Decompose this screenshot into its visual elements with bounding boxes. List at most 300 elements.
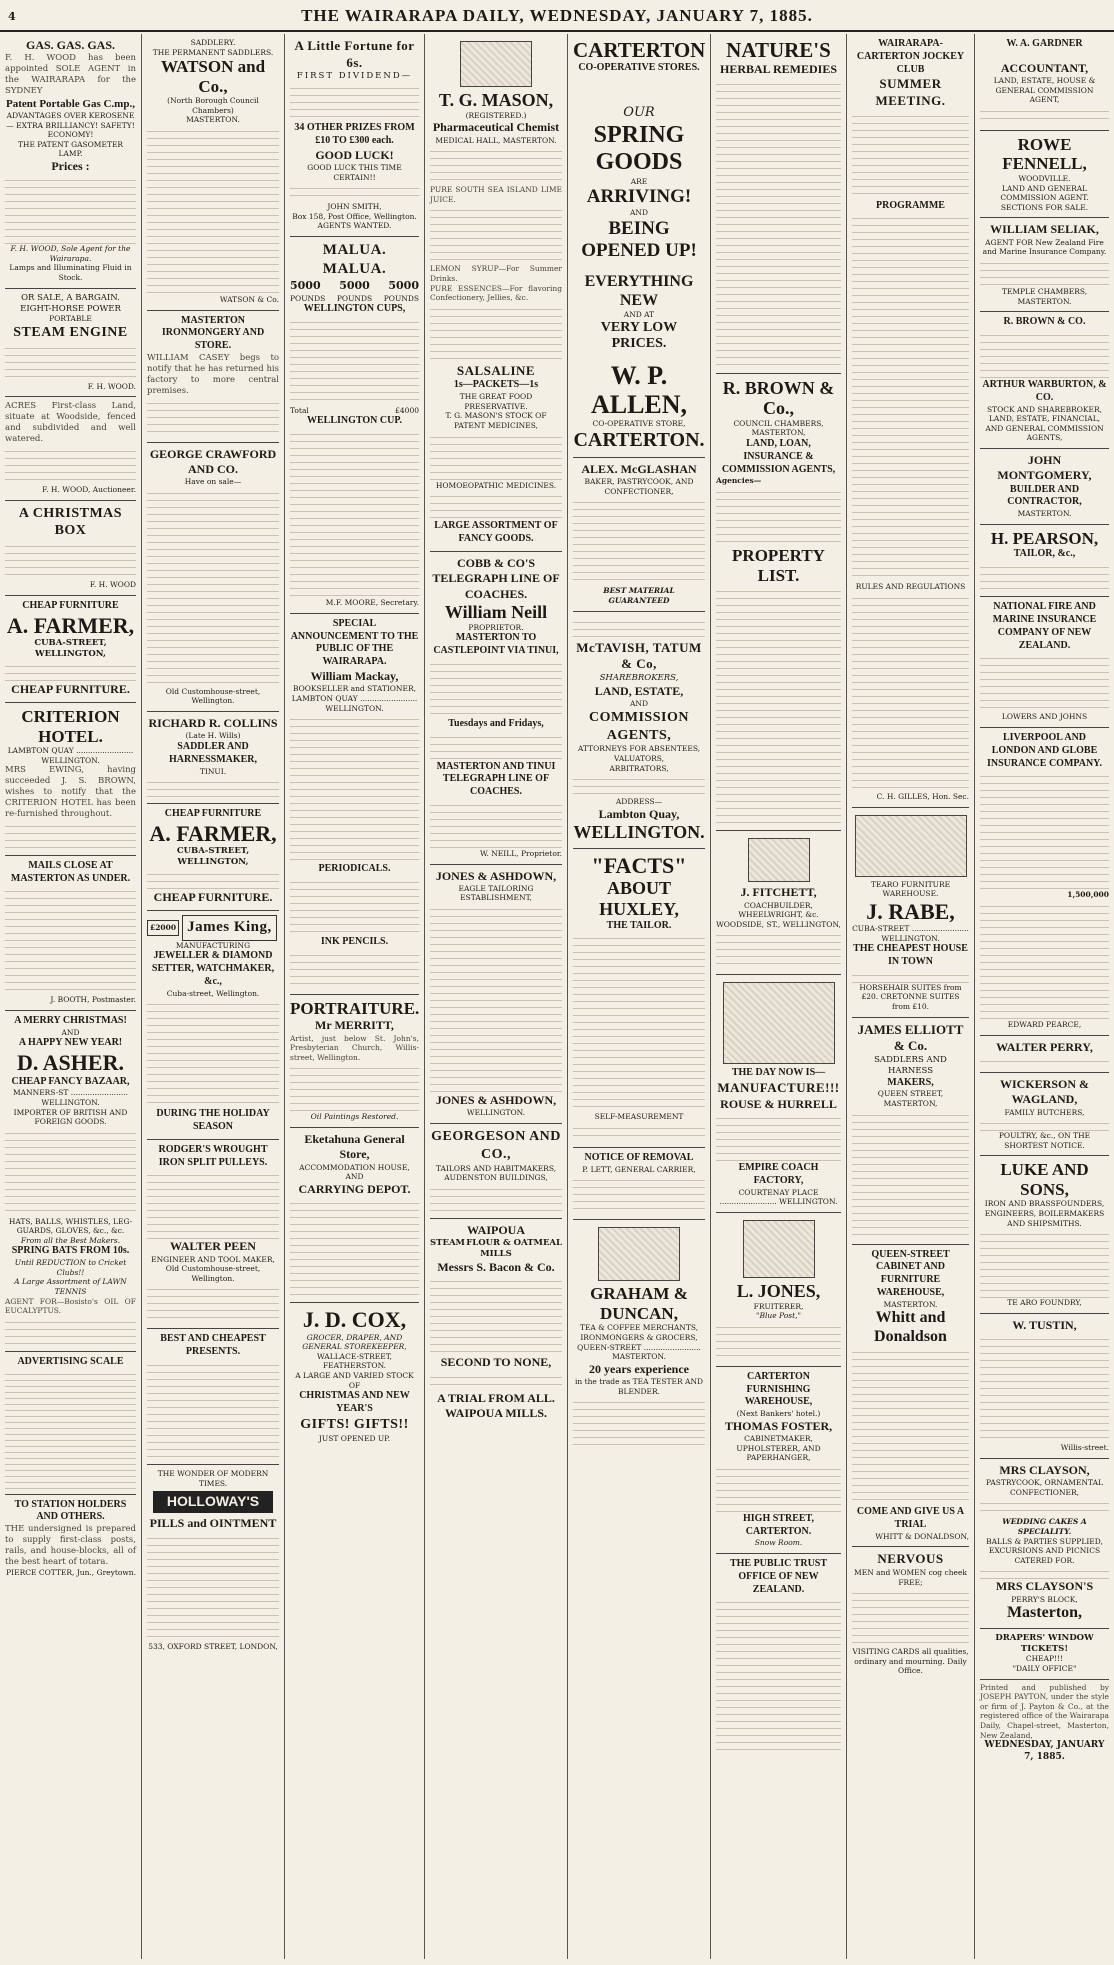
te-aro: TE ARO FOUNDRY,	[1007, 1298, 1082, 1308]
jones-sign: "Blue Post,"	[756, 1311, 801, 1321]
cheapest: THE CHEAPEST HOUSE IN TOWN	[853, 943, 968, 968]
xmas-heading: A CHRISTMAS BOX	[18, 505, 123, 539]
rouse-heading: ROUSE & HURRELL	[720, 1096, 837, 1111]
second-text	[430, 1371, 562, 1391]
cobb-heading: COBB & CO'S TELEGRAPH LINE OF COACHES.	[432, 555, 560, 601]
farmer2-name: A. FARMER,	[149, 820, 277, 846]
gardner-sub: ACCOUNTANT,	[1000, 60, 1089, 75]
eketahuna-heading: Eketahuna General Store,	[304, 1132, 405, 1162]
pearson-name: H. PEARSON,	[990, 528, 1099, 548]
clayson-ad	[980, 1459, 1109, 1629]
farmer-ad	[5, 596, 136, 703]
salsaline: SALSALINE	[456, 362, 536, 378]
elliott-makers: MAKERS,	[887, 1076, 934, 1088]
seliak-name: WILLIAM SELIAK,	[990, 222, 1099, 237]
rowe-ad	[980, 131, 1109, 218]
ink-text	[290, 949, 419, 989]
cox-opened: JUST OPENED UP.	[318, 1433, 391, 1443]
national-heading: NATIONAL FIRE AND MARINE INSURANCE COMPANY OF NEW ZEALAND.	[992, 601, 1097, 651]
mason-stock: T. G. MASON'S STOCK OF PATENT MEDICINES,	[445, 411, 547, 430]
warburton-name: ARTHUR WARBURTON, & CO.	[982, 378, 1107, 403]
pills-heading: PILLS and OINTMENT	[149, 1516, 277, 1531]
gardner-text	[980, 105, 1109, 125]
flour-label: FLOUR & OATMEAL	[466, 1238, 562, 1249]
oxford-street: 533, OXFORD STREET, LONDON,	[148, 1641, 278, 1651]
spring-heading: SPRING BATS FROM 10s.	[11, 1245, 130, 1257]
malua-heading: MALUA. MALUA.	[322, 242, 387, 278]
seliak-text	[980, 257, 1109, 287]
prices-heading: Prices :	[51, 158, 90, 173]
nervous-heading: NERVOUS	[877, 1551, 944, 1567]
queen-street: QUEEN-STREET ........................ MASTERTON.	[577, 1342, 701, 1362]
carterton-ad	[573, 34, 705, 458]
cox-gifts2: GIFTS! GIFTS!!	[300, 1416, 409, 1432]
good-luck-sub: GOOD LUCK THIS TIME CERTAIN!!	[307, 163, 402, 182]
ashdown-sign: JONES & ASHDOWN,	[435, 1093, 557, 1108]
date-line: WEDNESDAY, JANUARY 7, 1885.	[984, 1740, 1105, 1762]
brown-heading: R. BROWN & Co.,	[722, 377, 835, 419]
nervous-ad	[852, 1547, 969, 1681]
wickerson-heading: WICKERSON & WAGLAND,	[999, 1076, 1089, 1107]
malua-number: 5000	[290, 279, 321, 293]
merry-line2: AND	[61, 1027, 80, 1037]
asher-sub: CHEAP FANCY BAZAAR,	[11, 1075, 130, 1087]
periodicals-text	[290, 876, 419, 936]
measure-text	[573, 1122, 705, 1142]
criterion-body	[5, 820, 136, 850]
liverpool-ad	[980, 728, 1109, 1036]
gum-body	[5, 1316, 136, 1346]
periodicals-heading: PERIODICALS.	[318, 863, 391, 875]
pearson-text	[980, 561, 1109, 591]
furniture-icon	[855, 815, 967, 877]
waipoua-mills: WAIPOUA MILLS.	[444, 1406, 548, 1421]
malua-numbers	[290, 279, 419, 293]
criterion-heading: CRITERION HOTEL.	[21, 707, 120, 746]
lists-heading: BEST AND CHEAPEST PRESENTS.	[160, 1333, 266, 1358]
allen-place: CARTERTON.	[573, 428, 705, 451]
imprint	[980, 1680, 1109, 1764]
portrait-ad	[290, 995, 419, 1128]
elliott-place: QUEEN STREET, MASTERTON,	[877, 1089, 944, 1109]
merritt-text	[290, 1062, 419, 1112]
mortar-icon	[460, 41, 532, 87]
watson-place: MASTERTON.	[186, 115, 240, 125]
elliott-text	[852, 1109, 969, 1239]
asher-hats: HATS, BALLS, WHISTLES, LEG-GUARDS, GLOVES, &c., &c.	[8, 1216, 133, 1236]
printed: Printed and published by JOSEPH PAYTON, under the style or firm of J. Payton & Co., at the registered office of the Wairarapa Daily, Chapel-street, Masterton, New Zealand,	[980, 1682, 1109, 1740]
adv-scale-heading: ADVERTISING SCALE	[17, 1355, 124, 1367]
malua-units	[290, 294, 419, 304]
cobb-ad	[430, 552, 562, 865]
rabe-ad	[852, 808, 969, 1018]
large-assortment: LARGE ASSORTMENT OF FANCY GOODS.	[434, 520, 558, 544]
neill-sub: PROPRIETOR.	[468, 622, 524, 632]
criterion-text: MRS EWING, having succeeded J. S. BROWN, wishes to notify that the CRITERION HOTEL has been re-furnished throughout.	[5, 765, 136, 819]
watson-ad	[147, 34, 279, 311]
carrying-heading: CARRYING DEPOT.	[298, 1181, 411, 1196]
ashdown-ad	[430, 865, 562, 1125]
liverpool-text	[980, 770, 1109, 890]
waipoua-ad	[430, 1219, 562, 1427]
stations-heading: TO STATION HOLDERS AND OTHERS.	[14, 1498, 127, 1523]
ashdown-heading: JONES & ASHDOWN,	[435, 868, 557, 883]
neill-name: William Neill	[444, 601, 548, 622]
gas-sub: THE PATENT GASOMETER LAMP.	[17, 139, 124, 159]
wickerson-text	[980, 1117, 1109, 1131]
watson-name: WATSON and Co.,	[160, 57, 266, 96]
nervous-text	[852, 1587, 969, 1647]
merry-line1: A MERRY CHRISTMAS!	[14, 1015, 127, 1027]
excursions-text	[980, 1565, 1109, 1579]
coop-heading: CO-OPERATIVE STORES.	[578, 62, 700, 74]
property-text	[716, 585, 841, 825]
malua-unit: POUNDS	[336, 293, 373, 303]
brown2-text	[980, 329, 1109, 379]
fitchett-place: WOODSIDE, ST., WELLINGTON,	[716, 919, 841, 929]
public-heading: THE PUBLIC TRUST OFFICE OF NEW ZEALAND.	[729, 1558, 828, 1595]
montgomery-name: JOHN MONTGOMERY,	[997, 452, 1092, 483]
mcglashan-heading: ALEX. McGLASHAN	[581, 461, 697, 476]
luke-name: LUKE AND SONS,	[1000, 1160, 1089, 1199]
gas-contact: F. H. WOOD, Sole Agent for the Wairarapa.	[10, 244, 131, 263]
rabe-text	[852, 969, 969, 983]
elliott-sub: SADDLERS AND HARNESS	[874, 1054, 947, 1076]
column-3	[285, 34, 425, 1959]
jockey-ad	[852, 34, 969, 808]
our-label: OUR	[623, 104, 655, 120]
mason-registered: (REGISTERED.)	[465, 110, 527, 120]
removal-ad	[573, 1148, 705, 1220]
farmer-text	[5, 660, 136, 682]
route-more	[430, 731, 562, 761]
column-5	[568, 34, 711, 1959]
stations-text: THE undersigned is prepared to supply first-class posts, rails, and house-blocks, all of the best heart of totara.	[5, 1524, 136, 1567]
salsaline-tag: THE GREAT FOOD PRESERVATIVE.	[459, 392, 533, 411]
georgeson-place: AUDENSTON BUILDINGS,	[444, 1173, 548, 1183]
natures-ad	[716, 34, 841, 374]
casey-text: WILLIAM CASEY begs to notify that he has returned his factory to more central premises.	[147, 353, 279, 396]
best-material: BEST MATERIAL GUARANTEED	[603, 586, 675, 605]
graham-tail: in the trade as TEA TESTER AND BLENDER.	[574, 1377, 704, 1396]
attorneys: ATTORNEYS FOR ABSENTEES,	[577, 744, 701, 754]
lambton: Lambton Quay,	[598, 806, 680, 821]
tennis-text: A Large Assortment of LAWN TENNIS	[14, 1277, 127, 1297]
foster-text	[716, 1463, 841, 1513]
farmer-name: A. FARMER,	[6, 612, 135, 638]
mason-place: MEDICAL HALL, MASTERTON.	[435, 135, 557, 145]
casey-ad	[147, 311, 279, 443]
king-place: Cuba-street, Wellington.	[166, 988, 260, 998]
property-heading: PROPERTY LIST.	[732, 546, 825, 585]
farmer-sub: CHEAP FURNITURE	[22, 599, 119, 611]
facts-heading: "FACTS"	[591, 852, 687, 878]
column-2	[142, 34, 285, 1959]
asher-ad	[5, 1011, 136, 1352]
lists-text	[147, 1359, 279, 1459]
ashdown-sub: EAGLE TAILORING ESTABLISHMENT,	[458, 883, 534, 903]
stations-ad	[5, 1495, 136, 1583]
visiting-heading: VISITING CARDS all qualities, ordinary and mourning. Daily Office.	[852, 1647, 969, 1676]
holloway-ad	[147, 1465, 279, 1656]
salsaline-sub: 1s—PACKETS—1s	[453, 379, 539, 391]
balls: BALLS & PARTIES SUPPLIED,	[986, 1536, 1103, 1546]
wellington: WELLINGTON.	[573, 822, 705, 843]
agencies: Agencies—	[716, 476, 762, 486]
ink-heading: INK PENCILS.	[320, 936, 389, 947]
allen-name: W. P. ALLEN,	[590, 361, 688, 419]
adv-scale-text	[5, 1369, 136, 1489]
gas-text: F. H. WOOD has been appointed SOLE AGENT in the WAIRARAPA for the SYDNEY	[5, 53, 136, 96]
pearce-sign: EDWARD PEARCE,	[1007, 1019, 1082, 1029]
national-ad	[980, 597, 1109, 728]
clayson-sub: PASTRYCOOK, ORNAMENTAL CONFECTIONER,	[985, 1478, 1104, 1497]
rowe-sub: WOODVILLE.	[1018, 174, 1071, 184]
jones-ad	[716, 1213, 841, 1367]
crawford-sub: Have on sale—	[184, 477, 242, 487]
carterton-heading: CARTERTON	[573, 38, 706, 62]
engine-heading: STEAM ENGINE	[13, 324, 128, 340]
liverpool-amount: 1,500,000	[1067, 890, 1109, 900]
fitchett-heading: J. FITCHETT,	[740, 885, 817, 900]
arbitrators: ARBITRATORS,	[609, 763, 669, 773]
malua-number: 5000	[388, 279, 419, 293]
huxley-text	[573, 932, 705, 1112]
brown-trade: LAND, LOAN, INSURANCE & COMMISSION AGENTS,	[721, 438, 836, 475]
cox-stock: A LARGE AND VARIED STOCK OF	[295, 1371, 414, 1390]
holloway-text	[147, 1532, 279, 1642]
come-heading: COME AND GIVE US A TRIAL	[856, 1506, 965, 1531]
newspaper-title: THE WAIRARAPA DAILY, WEDNESDAY, JANUARY 7, 1885.	[301, 6, 813, 25]
waipoua-heading: WAIPOUA	[466, 1223, 525, 1238]
total-value: £4000	[395, 405, 419, 415]
manufacture: MANUFACTURE!!!	[717, 1080, 840, 1096]
waipoua-row	[430, 1238, 562, 1249]
huxley-sub: THE TAILOR.	[606, 919, 672, 931]
luck-text	[290, 182, 419, 202]
merritt-sub: Artist, just below St. John's, Presbyterian Church, Willis-street, Wellington.	[290, 1033, 419, 1062]
malua-cup: WELLINGTON CUPS,	[303, 303, 406, 315]
graham-ad	[573, 1220, 705, 1451]
mackay-ad	[290, 614, 419, 995]
special-heading: SPECIAL ANNOUNCEMENT TO THE PUBLIC OF THE WAIRARAPA.	[290, 617, 419, 668]
removal-heading: NOTICE OF REMOVAL	[584, 1151, 694, 1163]
stock-text	[430, 431, 562, 481]
jones-text	[716, 1321, 841, 1361]
criterion-ad	[5, 703, 136, 856]
programme-text	[852, 212, 969, 582]
nervous-sub: MEN and WOMEN cog cheek FREE;	[854, 1568, 967, 1587]
mrs-clayson: MRS CLAYSON'S	[995, 1579, 1094, 1594]
valuators: VALUATORS,	[613, 754, 665, 764]
wickerson-ad	[980, 1073, 1109, 1157]
adv-scale	[5, 1352, 136, 1495]
luke-sub: IRON AND BRASSFOUNDERS, ENGINEERS, BOILERMAKERS AND SHIPSMITHS.	[984, 1199, 1105, 1228]
spacer2	[573, 261, 705, 273]
king-price: £2000	[147, 920, 179, 936]
lists-ad	[147, 1329, 279, 1465]
allen-sub: CO-OPERATIVE STORE,	[592, 419, 686, 429]
mackay-text	[290, 713, 419, 863]
gardner-note	[980, 51, 1109, 61]
public-text	[716, 1596, 841, 1756]
criterion-place: LAMBTON QUAY ........................ WELLINGTON.	[7, 746, 134, 765]
poultry: POULTRY, &c., ON THE SHORTEST NOTICE.	[998, 1131, 1091, 1150]
column-4	[425, 34, 568, 1959]
watson-sub: (North Borough Council Chambers)	[167, 96, 259, 115]
route-text	[430, 658, 562, 718]
coach-icon	[723, 982, 835, 1064]
public-ad	[716, 1554, 841, 1761]
engine-ad	[5, 289, 136, 398]
mackay-name: William Mackay,	[310, 669, 399, 684]
rodgers-text	[147, 1169, 279, 1239]
graham-sub: TEA & COFFEE MERCHANTS, IRONMONGERS & GROCERS,	[579, 1323, 699, 1342]
graham-experience: 20 years experience	[589, 1361, 689, 1376]
walter-heading: WALTER PEEN	[170, 1239, 256, 1254]
empire-heading: EMPIRE COACH FACTORY,	[738, 1162, 819, 1186]
brown2-ad	[980, 312, 1109, 449]
gas-ad	[5, 34, 136, 289]
liverpool-more	[980, 900, 1109, 1020]
and-label: AND	[630, 208, 648, 218]
draper: DRAPERS' WINDOW TICKETS!	[995, 1632, 1094, 1654]
gas-footer: Lamps and Illuminating Fluid in Stock.	[9, 263, 132, 283]
mackay-place: LAMBTON QUAY ........................ WELLINGTON.	[291, 694, 418, 713]
dividend-heading: FIRST DIVIDEND—	[296, 71, 413, 82]
clayson-text	[980, 1497, 1109, 1517]
moore-sign: M.F. MOORE, Secretary.	[325, 598, 419, 608]
jockey-text	[852, 110, 969, 200]
collins-name: RICHARD R. COLLINS	[148, 716, 278, 731]
foster-trade: CABINETMAKER, UPHOLSTERER, AND PAPERHANGER,	[736, 1434, 821, 1463]
foster-sub: (Next Bankers' hotel.)	[736, 1409, 821, 1419]
montgomery-place: MASTERTON.	[1017, 509, 1072, 519]
xmas-contact: F. H. WOOD	[89, 580, 136, 590]
cheap: CHEAP!!!	[1025, 1654, 1064, 1664]
very-low: VERY LOW PRICES.	[600, 319, 678, 351]
georgeson-heading: GEORGESON AND CO.,	[431, 1129, 561, 1162]
huxley-heading: ABOUT HUXLEY,	[599, 878, 679, 919]
gas-product: Patent Portable Gas C.mp.,	[6, 97, 135, 110]
saddlery-top: SADDLERY.	[190, 38, 236, 47]
warehouse-heading: TEARO FURNITURE WAREHOUSE.	[870, 879, 951, 899]
total-label: Total	[290, 405, 309, 415]
willis-street: Willis-street.	[1060, 1443, 1109, 1453]
column-1	[0, 34, 142, 1959]
pearson-sub: TAILOR, &c.,	[1013, 548, 1076, 560]
king-name: James King,	[182, 915, 277, 940]
farmer2-sub: CHEAP FURNITURE	[164, 808, 262, 820]
holiday-heading: DURING THE HOLIDAY SEASON	[156, 1108, 270, 1132]
wickerson-sub: FAMILY BUTCHERS,	[1004, 1107, 1085, 1117]
eketahuna-ad	[290, 1128, 419, 1303]
rodgers-ad	[147, 1140, 279, 1330]
wedding: WEDDING CAKES A SPECIALITY.	[1002, 1517, 1087, 1536]
agents: AGENTS WANTED.	[317, 221, 392, 231]
mails-ad	[5, 856, 136, 1011]
tustin-ad	[980, 1314, 1109, 1459]
telegraph-text	[430, 799, 562, 849]
georgeson-text	[430, 1183, 562, 1213]
daily-office: "DAILY OFFICE"	[1012, 1664, 1077, 1673]
masterton: Masterton,	[1006, 1604, 1083, 1622]
address: ADDRESS—	[615, 797, 663, 807]
smith-name: JOHN SMITH,	[327, 202, 382, 212]
holloway-name: HOLLOWAY'S	[153, 1491, 273, 1513]
warburton-sub: STOCK AND SHAREBROKER, LAND, ESTATE, FINANCIAL, AND GENERAL COMMISSION AGENTS,	[985, 404, 1104, 443]
gillies-sign: C. H. GILLES, Hon. Sec.	[876, 792, 969, 802]
portraiture-heading: PORTRAITURE.	[290, 998, 420, 1018]
column-7	[847, 34, 975, 1959]
liverpool-heading: LIVERPOOL AND LONDON AND GLOBE INSURANCE COMPANY.	[986, 731, 1102, 769]
cup-text	[290, 428, 419, 598]
masthead	[0, 0, 1114, 32]
foster-ad	[716, 1367, 841, 1554]
luke-text	[980, 1228, 1109, 1298]
king-trade: MANUFACTURING	[175, 940, 251, 950]
lett-heading: P. LETT, GENERAL CARRIER,	[582, 1164, 696, 1174]
collins-ad	[147, 712, 279, 804]
herbal-text	[716, 78, 841, 368]
perry-text	[980, 1055, 1109, 1067]
farmer-tag: CHEAP FURNITURE.	[11, 681, 130, 696]
cox-ad	[290, 1303, 419, 1448]
programme-heading: PROGRAMME	[876, 199, 945, 211]
good-luck: GOOD LUCK!	[315, 147, 394, 162]
whitt-heading: Whitt and Donaldson	[874, 1309, 947, 1345]
lime-juice: PURE SOUTH SEA ISLAND LIME JUICE.	[430, 185, 562, 204]
king-text	[147, 998, 279, 1108]
collins-text	[147, 776, 279, 798]
wellington-cup: WELLINGTON CUP.	[306, 415, 403, 427]
temple: TEMPLE CHAMBERS, MASTERTON.	[1001, 286, 1088, 306]
high-street: HIGH STREET, CARTERTON.	[743, 1512, 814, 1537]
asher-text	[5, 1127, 136, 1217]
seliak-sub: AGENT FOR New Zealand Fire and Marine Insurance Company.	[982, 237, 1107, 257]
mcglashan-text	[573, 496, 705, 586]
watson-sign: WATSON & Co.	[219, 295, 279, 305]
rouse-ad	[716, 975, 841, 1213]
self-measurement: SELF-MEASUREMENT	[594, 1112, 684, 1122]
casey-body	[147, 397, 279, 437]
mctavish-text	[573, 773, 705, 797]
carriage-icon	[748, 838, 810, 882]
fortune-ad	[290, 34, 419, 237]
courtenay: COURTENAY PLACE ........................ WELLINGTON.	[719, 1187, 838, 1207]
montgomery-ad	[980, 449, 1109, 525]
insurance-text	[573, 616, 705, 640]
georgeson-ad	[430, 1124, 562, 1219]
total-row	[290, 406, 419, 416]
qs-place: MASTERTON.	[883, 1299, 938, 1309]
eketahuna-sub: ACCOMMODATION HOUSE, AND	[299, 1162, 410, 1182]
rouse-text	[716, 1112, 841, 1162]
farmer2-street: CUBA-STREET, WELLINGTON,	[176, 846, 250, 868]
mason-list	[430, 204, 562, 264]
commission: COMMISSION AGENTS,	[589, 709, 689, 743]
rules-heading: RULES AND REGULATIONS	[855, 582, 966, 592]
rabe-heading: J. RABE,	[866, 898, 955, 924]
asher-importer: IMPORTER OF BRITISH AND FOREIGN GOODS.	[13, 1107, 128, 1127]
spring-goods: SPRING GOODS	[593, 121, 685, 176]
qs-heading: QUEEN-STREET CABINET AND FURNITURE WAREHOUSE,	[871, 1248, 950, 1299]
jones-trade: FRUITERER,	[753, 1301, 804, 1311]
walter-place: Old Customhouse-street, Wellington.	[165, 1264, 261, 1283]
land-ad	[5, 397, 136, 500]
brown-ad	[716, 374, 841, 832]
cox-name: J. D. COX,	[302, 1307, 407, 1333]
